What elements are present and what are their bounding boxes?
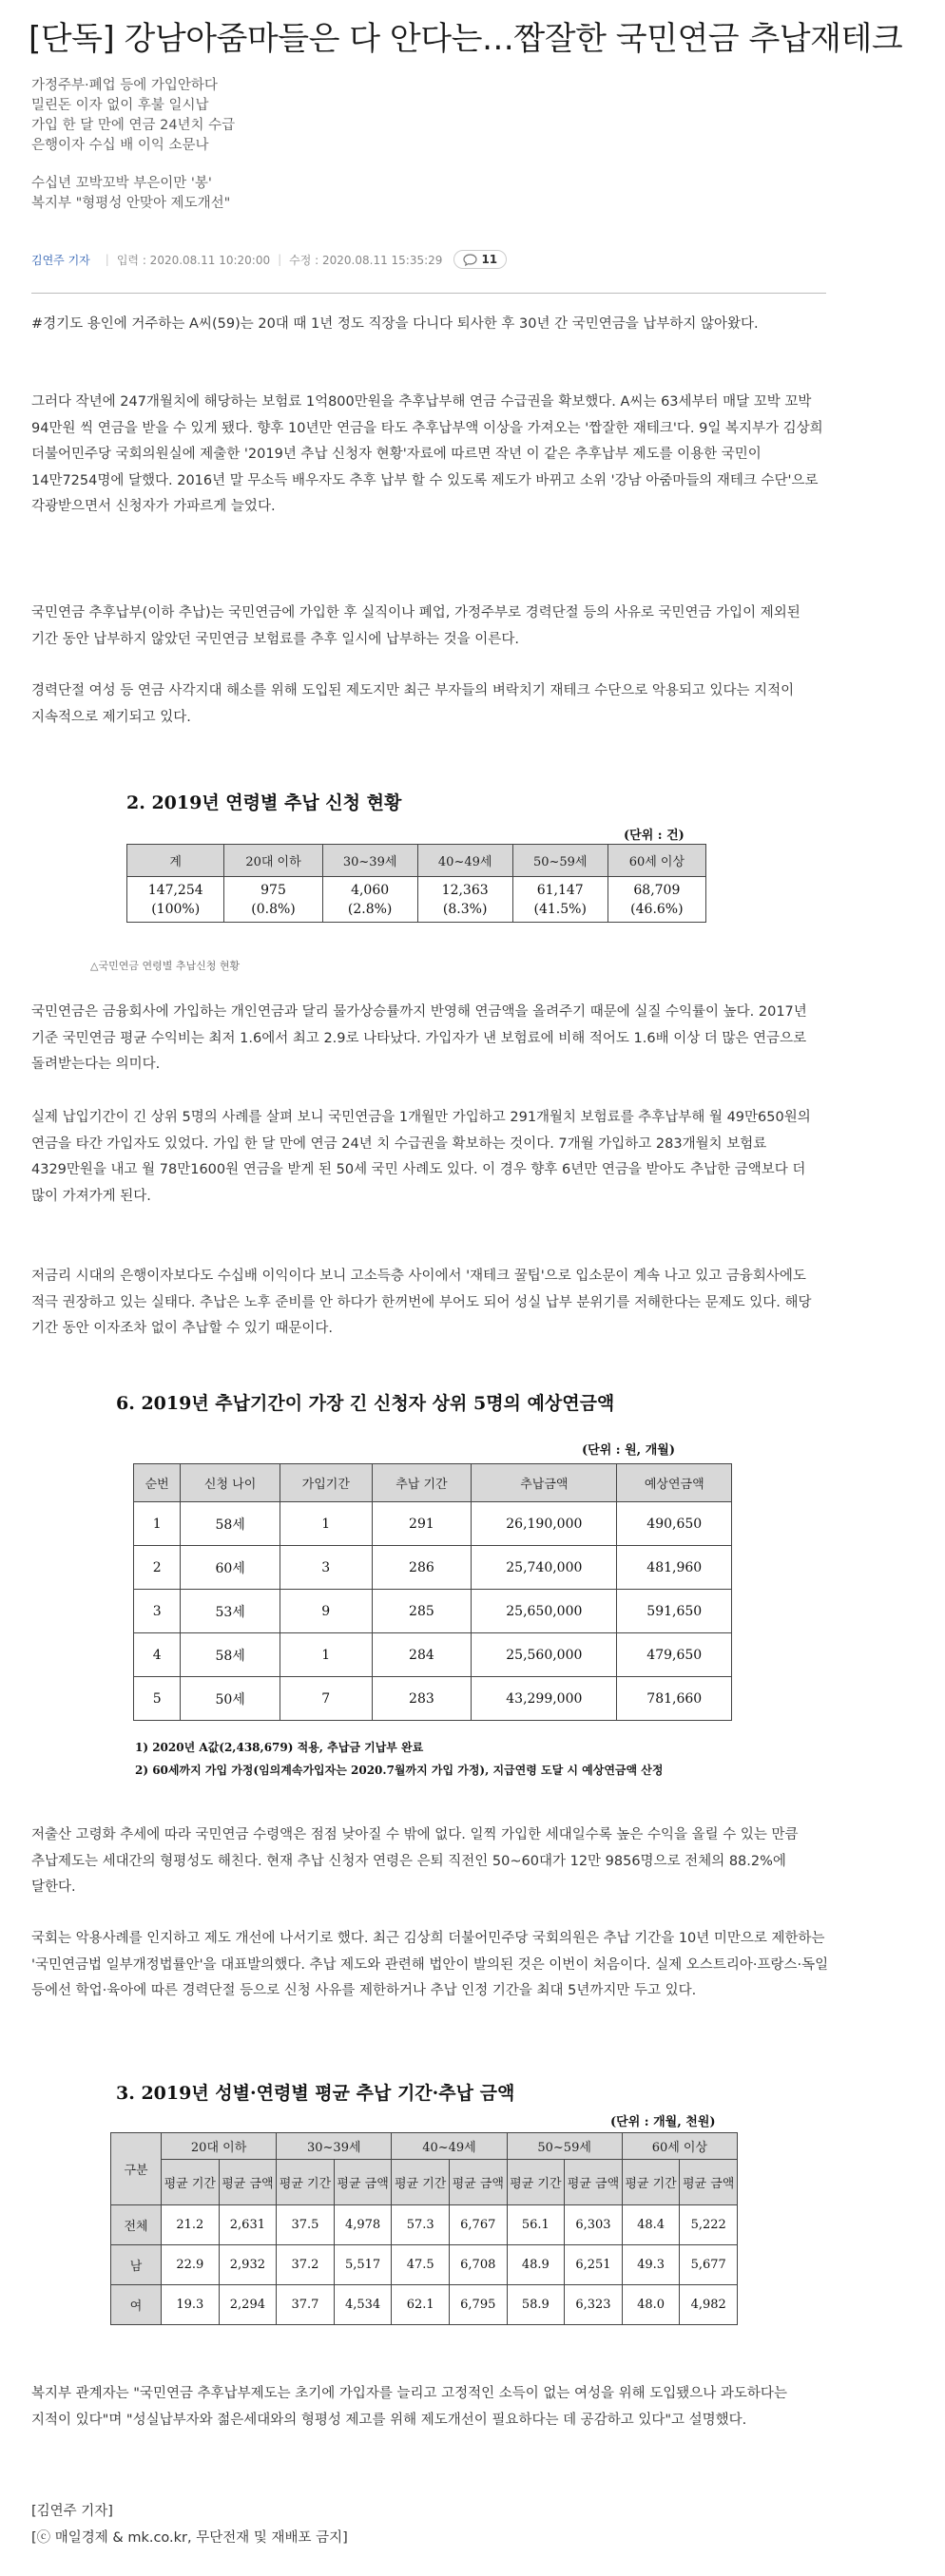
count-value: 68,709 [633, 882, 681, 898]
table-cell [512, 877, 608, 923]
sub-header: 평균 기간 [162, 2160, 220, 2205]
table-cell: 25,650,000 [472, 1590, 617, 1633]
comment-button[interactable] [453, 250, 507, 269]
table-row [134, 1546, 732, 1590]
gender-age-table [110, 2132, 738, 2325]
count-value: 61,147 [536, 882, 584, 898]
table-cell: 19.3 [162, 2285, 220, 2325]
article-headline: [단독] 강남아줌마들은 다 안다는…짭잘한 국민연금 추납재테크 [29, 20, 903, 58]
article-summary-2 [31, 174, 230, 214]
paragraph-3: 국민연금 추후납부(이하 추납)는 국민연금에 가입한 후 실직이나 폐업, 가정주부로 경력단절 등의 사유로 국민연금 가입이 제외된 기간 동안 납부하지 않았던 국민연금 보험료를 추후 일시에 납부하는 것을 이른다. [31, 605, 800, 647]
table-cell: 21.2 [162, 2205, 220, 2245]
table-cell: 47.5 [392, 2245, 450, 2285]
table-cell: 6,708 [449, 2245, 507, 2285]
share-value: (8.3%) [442, 901, 488, 917]
table-header: 추납 기간 [372, 1464, 472, 1502]
table-cell: 6,323 [565, 2285, 623, 2325]
table-cell: 4 [134, 1633, 181, 1677]
table-cell: 5 [134, 1677, 181, 1721]
table-row [111, 2285, 738, 2325]
table-cell: 5,677 [680, 2245, 738, 2285]
table-cell: 6,795 [449, 2285, 507, 2325]
table-row [134, 1633, 732, 1677]
paragraph-5: 국민연금은 금융회사에 가입하는 개인연금과 달리 물가상승률까지 반영해 연금액을 올려주기 때문에 실질 수익률이 높다. 2017년 기준 국민연금 평균 수익비는 최저 1.6에서 최고 2.9로 나타났다. 가입자가 낸 보험료에 비해 적어도 1.6배 이상 더 많은 연금으로 돌려받는다는 의미다. [31, 1004, 807, 1072]
table-cell: 58세 [181, 1502, 280, 1546]
paragraph-7: 저금리 시대의 은행이자보다도 수십배 이익이다 보니 고소득층 사이에서 '재테크 꿀팁'으로 입소문이 계속 나고 있고 금융회사에도 적극 권장하고 있는 실태다. 추납은 노후 준비를 안 하다가 한꺼번에 부어도 되어 성실 납부 분위기를 저해한다는 문제도 있다. 해당 기간 동안 이자조차 없이 추납할 수 있기 때문이다. [31, 1269, 812, 1336]
byline: [김연주 기자] [31, 2504, 113, 2519]
table-cell: 37.7 [277, 2285, 335, 2325]
top5-applicants-table [133, 1463, 732, 1721]
figure-title: 6. 2019년 추납기간이 가장 긴 신청자 상위 5명의 예상연금액 [116, 1393, 615, 1414]
figure-title: 3. 2019년 성별·연령별 평균 추납 기간·추납 금액 [116, 2083, 515, 2104]
group-header: 60세 이상 [622, 2133, 737, 2160]
sub-header: 평균 기간 [392, 2160, 450, 2205]
share-value: (0.8%) [251, 901, 296, 917]
table-cell: 591,650 [617, 1590, 732, 1633]
table-cell [127, 877, 224, 923]
table-cell: 58세 [181, 1633, 280, 1677]
table-note: 1) 2020년 A값(2,438,679) 적용, 추납금 기납부 완료 [135, 1741, 424, 1754]
paragraph-1: #경기도 용인에 거주하는 A씨(59)는 20대 때 1년 정도 직장을 다니다 퇴사한 후 30년 간 국민연금을 납부하지 않아왔다. [31, 316, 759, 332]
figure-unit: (단위 : 개월, 천원) [610, 2115, 716, 2129]
table-cell: 2,294 [219, 2285, 277, 2325]
group-header: 30~39세 [277, 2133, 392, 2160]
share-value: (41.5%) [533, 901, 587, 917]
table-cell: 481,960 [617, 1546, 732, 1590]
table-cell: 6,767 [449, 2205, 507, 2245]
share-value: (46.6%) [630, 901, 684, 917]
table-cell: 1 [134, 1502, 181, 1546]
table-cell: 3 [134, 1590, 181, 1633]
group-header: 40~49세 [392, 2133, 507, 2160]
table-cell: 60세 [181, 1546, 280, 1590]
age-applications-table [126, 844, 706, 923]
table-cell: 49.3 [622, 2245, 680, 2285]
comment-count: 11 [481, 253, 498, 266]
table-cell: 2,932 [219, 2245, 277, 2285]
summary-line: 복지부 "형평성 안맞아 제도개선" [31, 196, 231, 211]
figure-unit: (단위 : 건) [624, 829, 685, 843]
table-cell: 37.2 [277, 2245, 335, 2285]
table-cell: 57.3 [392, 2205, 450, 2245]
table-cell: 56.1 [507, 2205, 565, 2245]
figure-age-applications [95, 760, 742, 922]
table-cell [608, 877, 705, 923]
table-cell: 1 [280, 1633, 372, 1677]
table-header: 추납금액 [472, 1464, 617, 1502]
share-value: (100%) [151, 901, 201, 917]
author-link[interactable]: 김연주 기자 [31, 253, 90, 267]
sub-header: 평균 금액 [334, 2160, 392, 2205]
row-label: 전체 [111, 2205, 162, 2245]
table-row [134, 1502, 732, 1546]
summary-line: 가정주부·폐업 등에 가입안하다 [31, 78, 218, 93]
meta-divider: | [278, 253, 282, 266]
sub-header: 평균 금액 [219, 2160, 277, 2205]
table-cell: 62.1 [392, 2285, 450, 2325]
table-cell [417, 877, 512, 923]
table-cell: 291 [372, 1502, 472, 1546]
input-time: 입력 : 2020.08.11 10:20:00 [116, 253, 271, 267]
table-cell: 781,660 [617, 1677, 732, 1721]
table-cell: 490,650 [617, 1502, 732, 1546]
table-row [111, 2205, 738, 2245]
table-row [111, 2245, 738, 2285]
article-summary [31, 76, 235, 156]
paragraph-10: 복지부 관계자는 "국민연금 추후납부제도는 초기에 가입자를 늘리고 고정적인 소득이 없는 여성을 위해 도입됐으나 과도하다는 지적이 있다"며 "성실납부자와 젊은세대와의 형평성 제고를 위해 제도개선이 필요하다는 데 공감하고 있다"고 설명했다. [31, 2386, 787, 2428]
group-header: 20대 이하 [162, 2133, 277, 2160]
count-value: 975 [260, 882, 286, 898]
table-cell: 3 [280, 1546, 372, 1590]
table-cell: 48.0 [622, 2285, 680, 2325]
table-header: 가입기간 [280, 1464, 372, 1502]
table-cell [224, 877, 322, 923]
table-corner: 구분 [111, 2133, 162, 2205]
table-row [134, 1677, 732, 1721]
speech-bubble-icon [463, 254, 477, 266]
sub-header: 평균 기간 [507, 2160, 565, 2205]
summary-line: 밀린돈 이자 없이 후불 일시납 [31, 98, 209, 113]
summary-line: 은행이자 수십 배 이익 소문나 [31, 138, 209, 153]
figure-top5-applicants [95, 1368, 780, 1801]
sub-header: 평균 기간 [622, 2160, 680, 2205]
table-cell: 48.4 [622, 2205, 680, 2245]
table-cell: 4,978 [334, 2205, 392, 2245]
table-cell: 53세 [181, 1590, 280, 1633]
table-cell: 58.9 [507, 2285, 565, 2325]
sub-header: 평균 금액 [680, 2160, 738, 2205]
figure-title: 2. 2019년 연령별 추납 신청 현황 [126, 792, 402, 813]
table-cell: 4,982 [680, 2285, 738, 2325]
table-cell: 9 [280, 1590, 372, 1633]
table-cell: 2,631 [219, 2205, 277, 2245]
modified-time: 수정 : 2020.08.11 15:35:29 [289, 253, 443, 267]
copyright-notice: [ⓒ 매일경제 & mk.co.kr, 무단전재 및 재배포 금지] [31, 2530, 348, 2546]
table-header: 계 [127, 845, 224, 877]
table-cell: 285 [372, 1590, 472, 1633]
table-header: 예상연금액 [617, 1464, 732, 1502]
table-cell: 5,517 [334, 2245, 392, 2285]
count-value: 12,363 [441, 882, 489, 898]
summary-line: 가입 한 달 만에 연금 24년치 수급 [31, 118, 236, 133]
sub-header: 평균 기간 [277, 2160, 335, 2205]
table-cell: 37.5 [277, 2205, 335, 2245]
table-cell: 283 [372, 1677, 472, 1721]
table-cell: 25,560,000 [472, 1633, 617, 1677]
table-header: 50~59세 [512, 845, 608, 877]
header-divider [31, 293, 826, 294]
paragraph-2: 그러다 작년에 247개월치에 해당하는 보험료 1억800만원을 추후납부해 연금 수급권을 확보했다. A씨는 63세부터 매달 꼬박 꼬박 94만원 씩 연금을 받을 수 있게 됐다. 향후 10년만 연금을 타도 추후납부액 이상을 가져오는 '짭잘한 재테크'다. 9일 복지부가 김상희 더불어민주당 국회의원실에 제출한 '2019년 추납 신청자 현황'자료에 따르면 작년 이 같은 추후납부 제도를 이용한 국민이 14만7254명에 달했다. 2016년 말 무소득 배우자도 추후 납부 할 수 있도록 제도가 바뀌고 소위 '강남 아줌마들의 재테크 수단'으로 각광받으면서 신청자가 가파르게 늘었다. [31, 394, 823, 514]
table-header: 60세 이상 [608, 845, 705, 877]
table-cell: 25,740,000 [472, 1546, 617, 1590]
row-label: 남 [111, 2245, 162, 2285]
table-cell: 26,190,000 [472, 1502, 617, 1546]
table-note: 2) 60세까지 가입 가정(임의계속가입자는 2020.7월까지 가입 가정), 지급연령 도달 시 예상연금액 산정 [135, 1764, 664, 1777]
table-cell: 43,299,000 [472, 1677, 617, 1721]
row-label: 여 [111, 2285, 162, 2325]
sub-header: 평균 금액 [449, 2160, 507, 2205]
table-cell: 1 [280, 1502, 372, 1546]
figure-gender-age-averages [95, 2060, 780, 2355]
table-header: 순번 [134, 1464, 181, 1502]
table-cell [322, 877, 417, 923]
count-value: 147,254 [147, 882, 203, 898]
figure-caption: △국민연금 연령별 추납신청 현황 [90, 960, 241, 972]
group-header: 50~59세 [507, 2133, 622, 2160]
table-cell: 284 [372, 1633, 472, 1677]
table-row [134, 1590, 732, 1633]
summary-line: 수십년 꼬박꼬박 부은이만 '봉' [31, 176, 212, 191]
table-cell: 6,251 [565, 2245, 623, 2285]
paragraph-9: 국회는 악용사례를 인지하고 제도 개선에 나서기로 했다. 최근 김상희 더불어민주당 국회의원은 추납 기간을 10년 미만으로 제한하는 '국민연금법 일부개정법률안'을 대표발의했다. 추납 제도와 관련해 법안이 발의된 것은 이번이 처음이다. 실제 오스트리아·프랑스·독일 등에선 학업·육아에 따른 경력단절 등으로 신청 사유를 제한하거나 추납 인정 기간을 최대 5년까지만 두고 있다. [31, 1931, 829, 1998]
sub-header: 평균 금액 [565, 2160, 623, 2205]
table-cell: 7 [280, 1677, 372, 1721]
table-cell: 48.9 [507, 2245, 565, 2285]
count-value: 4,060 [351, 882, 390, 898]
paragraph-4: 경력단절 여성 등 연금 사각지대 해소를 위해 도입된 제도지만 최근 부자들의 벼락치기 재테크 수단으로 악용되고 있다는 지적이 지속적으로 제기되고 있다. [31, 683, 795, 725]
table-cell: 2 [134, 1546, 181, 1590]
table-header: 신청 나이 [181, 1464, 280, 1502]
paragraph-8: 저출산 고령화 추세에 따라 국민연금 수령액은 점점 낮아질 수 밖에 없다. 일찍 가입한 세대일수록 높은 수익을 올릴 수 있는 만큼 추납제도는 세대간의 형평성도 해친다. 현재 추납 신청자 연령은 은퇴 직전인 50~60대가 12만 9856명으로 전체의 88.2%에 달한다. [31, 1827, 799, 1895]
table-header: 20대 이하 [224, 845, 322, 877]
table-cell: 4,534 [334, 2285, 392, 2325]
table-cell: 6,303 [565, 2205, 623, 2245]
article-meta [31, 247, 830, 272]
table-cell: 286 [372, 1546, 472, 1590]
share-value: (2.8%) [347, 901, 393, 917]
table-header: 30~39세 [322, 845, 417, 877]
paragraph-6: 실제 납입기간이 긴 상위 5명의 사례를 살펴 보니 국민연금을 1개월만 가입하고 291개월치 보험료를 추후납부해 월 49만650원의 연금을 타간 가입자도 있었다. 가입 한 달 만에 연금 24년 치 수급권을 확보하는 것이다. 7개월 가입하고 283개월치 보험료 4329만원을 내고 월 78만1600원 연금을 받게 된 50세 국민 사례도 있다. 이 경우 향후 6년만 연금을 받아도 추납한 금액보다 더 많이 가져가게 된다. [31, 1110, 811, 1204]
table-cell: 479,650 [617, 1633, 732, 1677]
table-cell: 5,222 [680, 2205, 738, 2245]
table-cell: 50세 [181, 1677, 280, 1721]
figure-unit: (단위 : 원, 개월) [582, 1443, 675, 1458]
meta-divider: | [105, 253, 109, 266]
table-header: 40~49세 [417, 845, 512, 877]
table-cell: 22.9 [162, 2245, 220, 2285]
